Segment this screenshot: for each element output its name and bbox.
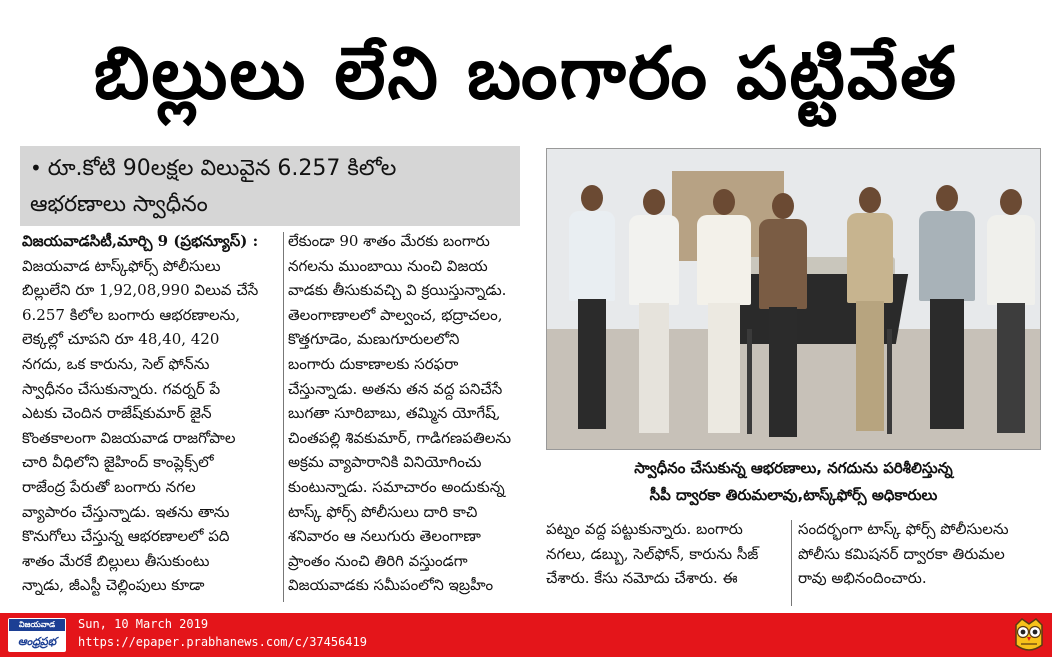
subheadline-line-1: [30, 150, 510, 187]
article-column-1: [22, 229, 280, 598]
logo-city: విజయవాడ: [9, 619, 65, 631]
article-column-4: [798, 517, 1038, 591]
article-line: రాజేంద్ర పేరుతో బంగారు నగల: [22, 477, 196, 496]
article-line: రావు అభినందించారు.: [798, 569, 927, 588]
article-line: కొనుగోలు చేస్తున్న ఆభరణాలలో పది: [22, 527, 230, 546]
article-line: ప్రాంతం నుంచి తిరిగి వస్తుండగా: [288, 551, 468, 570]
subheadline-line-2: ఆభరణాలు స్వాధీనం: [30, 192, 208, 217]
photo-person: [569, 185, 615, 435]
photo-person: [697, 189, 751, 439]
epaper-link[interactable]: https://epaper.prabhanews.com/c/37456419: [78, 635, 367, 649]
article-column-3: [546, 517, 786, 591]
article-column-2: [288, 229, 536, 598]
article-line: సందర్భంగా టాస్క్ ఫోర్స్ పోలీసులను: [798, 520, 1009, 538]
article-line: నగలను ముంబాయి నుంచి విజయ: [288, 256, 488, 275]
article-line: కొంతకాలంగా విజయవాడ రాజగోపాల: [22, 428, 236, 447]
article-line: లెక్కల్లో చూపని రూ 48,40, 420: [22, 330, 220, 349]
newspaper-logo[interactable]: [8, 618, 66, 652]
article-line: న్నాడు, జీఎస్టీ చెల్లింపులు కూడా: [22, 576, 205, 595]
article-line: బంగారు దుకాణాలకు సరఫరా: [288, 354, 459, 373]
article-line: శనివారం ఆ నలుగురు తెలంగాణా: [288, 527, 481, 546]
article-line: చేస్తున్నాడు. అతను తన వద్ద పనిచేసే: [288, 379, 503, 398]
article-line: తెలంగాణాలలో పాల్వంచ, భద్రాచలం,: [288, 305, 503, 324]
article-line: కుంటున్నాడు. సమాచారం అందుకున్న: [288, 477, 505, 496]
photo-person: [987, 189, 1035, 439]
article-line: శాతం మేరకే బిల్లులు తీసుకుంటు: [22, 551, 210, 570]
photo-person: [847, 187, 893, 437]
news-photo: [546, 148, 1041, 450]
caption-line-2: సీపీ ద్వారకా తిరుమలావు,టాస్క్‌ఫోర్స్ అధికారులు: [649, 486, 938, 504]
subheadline-box: [20, 146, 520, 226]
photo-caption: [546, 455, 1041, 513]
article-line: అక్రమ వ్యాపారానికి వినియోగించు: [288, 453, 482, 472]
column-divider: [791, 520, 792, 606]
column-divider: [283, 232, 284, 602]
subheadline-text-1: రూ.కోటి 90లక్షల విలువైన 6.257 కిలోల: [47, 156, 397, 181]
article-line: నగలు, డబ్బు, సెల్‌ఫోన్, కారును సీజ్: [546, 544, 759, 563]
article-line: కొత్తగూడెం, మణుగూరులలోని: [288, 330, 460, 349]
article-line: పోలీసు కమిషనర్ ద్వారకా తిరుమల: [798, 544, 1005, 563]
article-line: చారి వీధిలోని జైహింద్ కాంప్లెక్స్‌లో: [22, 453, 214, 472]
article-line: చింతపల్లి శివకుమార్, గాడిగణపతిలను: [288, 428, 512, 447]
owl-icon: [1012, 617, 1046, 653]
logo-name: ఆంధ్రప్రభ: [17, 635, 57, 648]
article-line: బిల్లులేని రూ 1,92,08,990 విలువ చేసే: [22, 281, 259, 300]
article-line: ఎటకు చెందిన రాజేష్‌కుమార్ జైన్: [22, 404, 212, 423]
article-line: పట్నం వద్ద పట్టుకున్నారు. బంగారు: [546, 520, 743, 538]
footer-bar: [0, 613, 1052, 657]
bullet-icon: •: [30, 156, 42, 180]
article-line: నగదు, ఒక కారును, సెల్ ఫోన్‌ను: [22, 354, 210, 373]
photo-person: [919, 185, 975, 435]
caption-line-1: స్వాధీనం చేసుకున్న ఆభరణాలు, నగదును పరిశీలిస్తున్న: [634, 459, 953, 477]
article-line: వాడకు తీసుకువచ్చి వి క్రయిస్తున్నాడు.: [288, 281, 507, 300]
article-line: లేకుండా 90 శాతం మేరకు బంగారు: [288, 232, 490, 250]
article-line: వ్యాపారం చేస్తున్నాడు. ఇతను తాను: [22, 502, 230, 521]
edition-date: Sun, 10 March 2019: [78, 617, 209, 631]
article-line: చేశారు. కేసు నమోదు చేశారు. ఈ: [546, 569, 738, 588]
photo-person: [759, 193, 807, 433]
photo-person: [629, 189, 679, 439]
article-line: బుగతా సూరిబాబు, తమ్మిన యోగేష్,: [288, 404, 501, 423]
headline: బిల్లులు లేని బంగారం పట్టివేత: [93, 31, 959, 115]
article-line: 6.257 కిలోల బంగారు ఆభరణాలను,: [22, 305, 241, 324]
article-line: విజయవాడకు సమీపంలోని ఇబ్రహీం: [288, 576, 494, 595]
article-line: విజయవాడ టాస్క్‌ఫోర్స్ పోలీసులు: [22, 256, 221, 275]
article-line: స్వాధీనం చేసుకున్నారు. గవర్నర్‌ పే: [22, 379, 221, 398]
article-line: టాస్క్ ఫోర్స్ పోలీసులు దారి కాచి: [288, 502, 478, 521]
article-line: విజయవాడసిటీ,మార్చి 9 (ప్రభన్యూస్) :: [22, 232, 259, 250]
